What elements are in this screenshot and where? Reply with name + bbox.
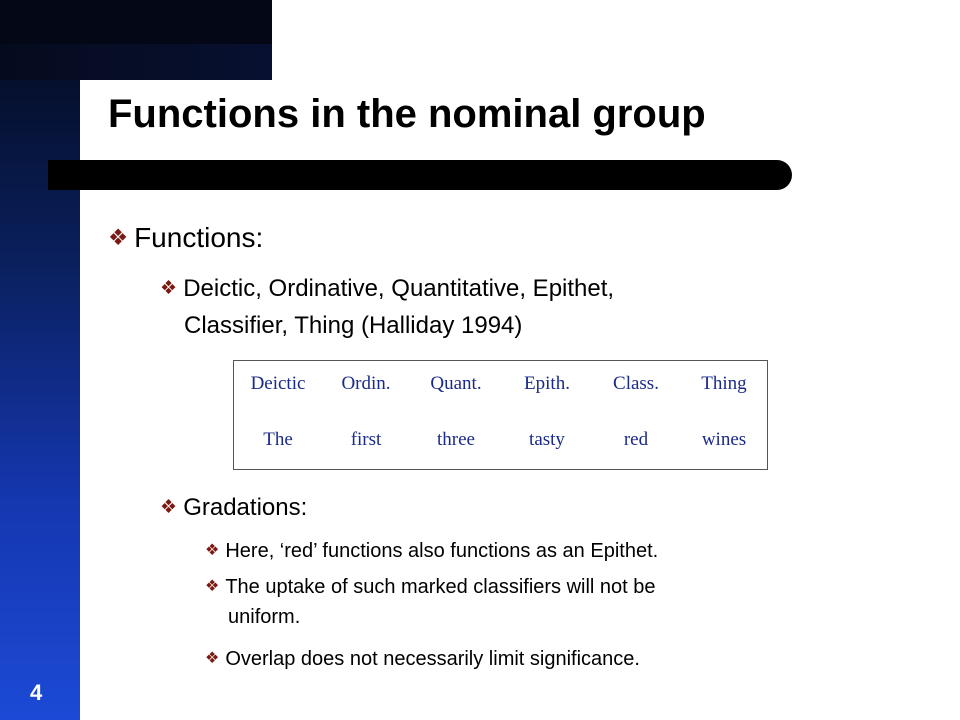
top-band-dark [0,0,272,44]
table-header-cell: Thing [701,373,747,394]
table-header-cell: Quant. [430,373,482,394]
title-underline-bar [48,160,792,190]
diamond-icon: ❖ [205,542,220,559]
diamond-icon: ❖ [108,225,129,250]
slide-title: Functions in the nominal group [108,92,706,136]
table-header-cell: Ordin. [341,373,391,394]
bullet-functions-list-cont: Classifier, Thing (Halliday 1994) [184,312,523,339]
table-word-cell: The [263,429,293,450]
table-example-row [234,429,767,453]
bullet-gradations-text: Gradations: [183,494,308,521]
diamond-icon: ❖ [205,578,220,595]
bullet-gradation-2-text: The uptake of such marked classifiers will not be [225,576,656,598]
bullet-gradation-2 [205,576,656,599]
table-word-cell: wines [701,429,747,450]
diamond-icon: ❖ [160,497,178,518]
bullet-functions [108,222,263,254]
bullet-gradation-3 [205,648,640,671]
table-word-cell: first [350,429,382,450]
bullet-gradation-1 [205,540,658,563]
diamond-icon: ❖ [205,650,220,667]
diamond-icon: ❖ [160,278,178,299]
table-header-cell: Class. [613,373,659,394]
table-header-cell: Deictic [250,373,306,394]
functions-table [233,360,768,470]
bullet-gradation-2-cont: uniform. [228,606,301,628]
side-gradient-band [0,0,80,720]
bullet-gradations [160,494,307,522]
bullet-functions-list-text: Deictic, Ordinative, Quantitative, Epithet, [183,275,615,302]
table-word-cell: red [623,429,649,450]
bullet-functions-list [160,275,614,303]
bullet-gradation-3-text: Overlap does not necessarily limit significance. [225,648,640,670]
table-header-cell: Epith. [524,373,570,394]
table-word-cell: tasty [529,429,565,450]
table-header-row [234,373,767,397]
bullet-gradation-1-text: Here, ‘red’ functions also functions as an Epithet. [225,540,659,562]
bullet-functions-text: Functions: [134,222,264,253]
page-number: 4 [30,680,43,705]
table-word-cell: three [437,429,475,450]
